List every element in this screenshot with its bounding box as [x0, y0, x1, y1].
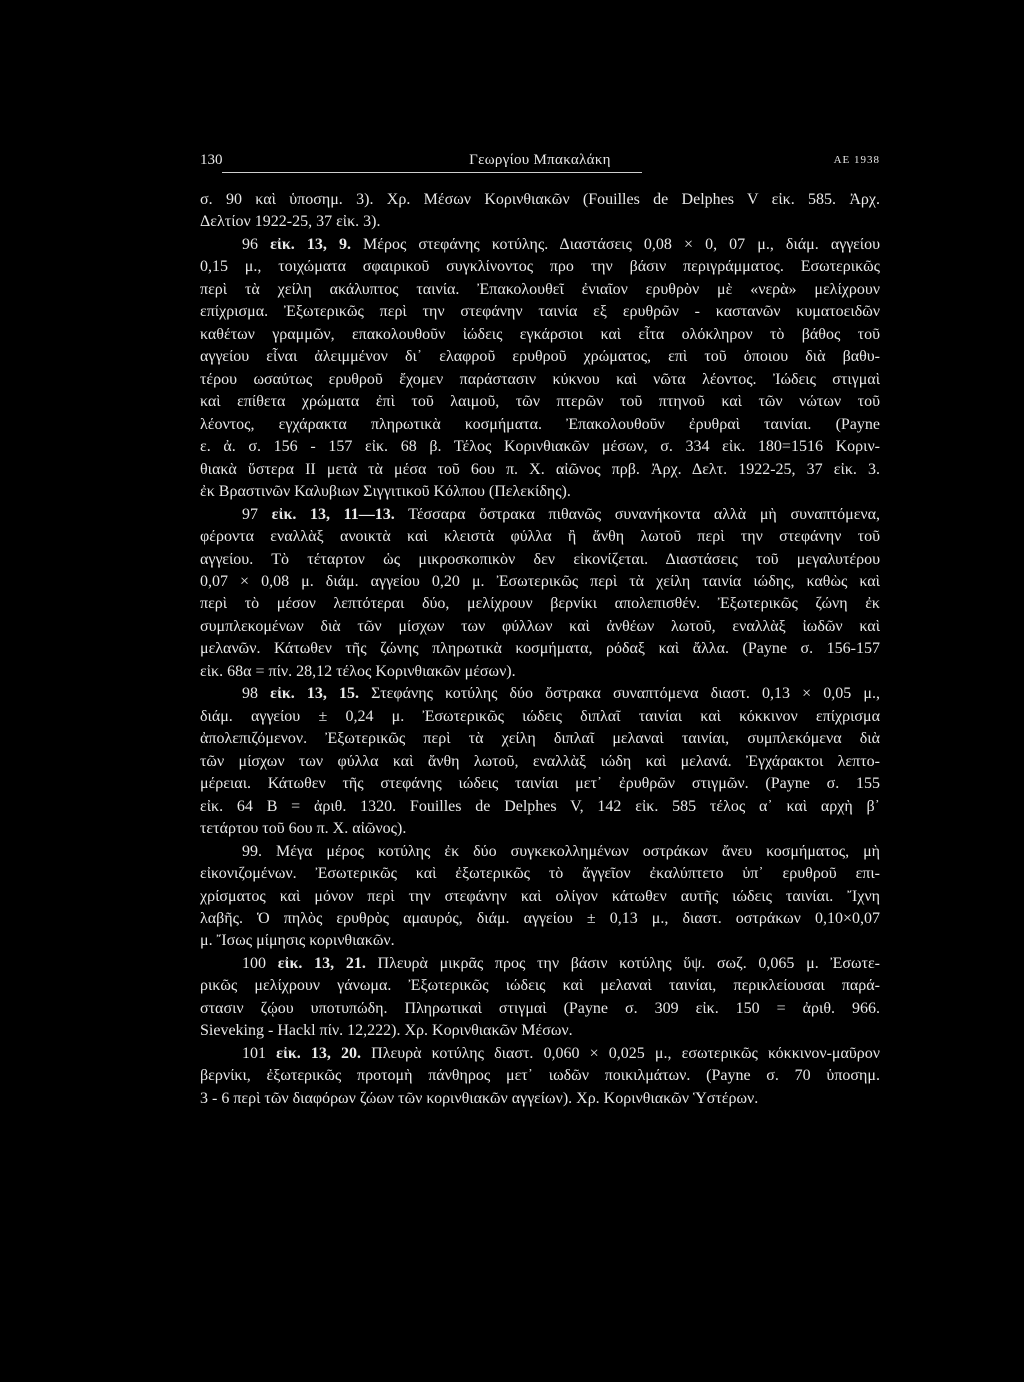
- running-header: [200, 149, 880, 171]
- line-content: [200, 663, 516, 680]
- line-text: Στεφάνης κοτύλης δύο ὄστρακα συναπτόμενα διαστ. 0,13 × 0,05 μ.,: [371, 685, 881, 703]
- text-line: [242, 1043, 880, 1065]
- catalogue-entry: [200, 1043, 880, 1110]
- line-text: τέρου ωσαύτως ερυθροῦ ἔχομεν παράστασιν κύκνου καὶ νῶτα λέοντος. Ἰώδεις στιγμαὶ: [200, 370, 880, 388]
- text-line: [200, 818, 880, 840]
- catalogue-entry: [200, 683, 880, 840]
- line-text: χρίσματος καὶ μόνον περὶ την στεφάνην καὶ ολίγον κάτωθεν αυτῆς ιώδεις ταινίαι. Ἴχνη: [200, 887, 880, 905]
- text-line: [200, 908, 880, 930]
- line-content: [242, 1045, 880, 1062]
- line-text: περὶ τὸ μέσον λεπτότεραι δύο, μελίχρουν βερνίκι απολεπισθέν. Ἐξωτερικῶς ζώνη ἐκ: [200, 595, 880, 613]
- line-content: [200, 888, 880, 905]
- catalogue-entry: [200, 953, 880, 1043]
- line-text: ε. ἀ. σ. 156 - 157 εἰκ. 68 β. Τέλος Κορινθιακῶν μέσων, σ. 334 εἰκ. 180=1516 Κοριν-: [200, 438, 880, 456]
- text-line: [200, 616, 880, 638]
- line-content: [200, 977, 880, 994]
- line-text: καὶ επίθετα χρώματα ἐπὶ τοῦ λαιμοῦ, τῶν πτερῶν τοῦ πτηνοῦ καὶ τῶν νώτων τοῦ: [200, 393, 880, 411]
- line-text: εἰκονιζομένων. Ἐσωτερικῶς καὶ ἐξωτερικῶς τὸ ἄγγεῖον ἐκαλύπτετο ὑπ᾽ ερυθροῦ επι-: [200, 865, 880, 883]
- line-text: μ. Ἴσως μίμησις κορινθιακῶν.: [200, 932, 395, 950]
- text-line: [200, 1065, 880, 1087]
- text-line: [200, 369, 880, 391]
- figure-reference: εἰκ. 13, 9.: [270, 235, 351, 253]
- catalogue-entry: [200, 504, 880, 684]
- line-text: 0,15 μ., τοιχώματα σφαιρικοῦ συγκλίνοντος προ την βάσιν περιγράμματος. Εσωτερικῶς: [200, 258, 880, 276]
- line-text: αγγείου. Τὸ τέταρτον ὡς μικροσκοπικὸν δεν εἰκονίζεται. Διαστάσεις τοῦ μεγαλυτέρου: [200, 550, 880, 568]
- text-line: [200, 706, 880, 728]
- line-text: 3 - 6 περὶ τῶν διαφόρων ζώων τῶν κορινθιακῶν αγγείων). Χρ. Κορινθιακῶν Ὑστέρων.: [200, 1089, 759, 1107]
- text-line: [200, 279, 880, 301]
- line-content: [200, 438, 880, 455]
- line-content: [200, 461, 880, 478]
- text-line: [242, 234, 880, 256]
- text-line: [200, 661, 880, 683]
- figure-reference: εἰκ. 13, 11—13.: [271, 505, 395, 523]
- continued-paragraph: [200, 189, 880, 234]
- text-line: [200, 324, 880, 346]
- line-content: [200, 416, 880, 433]
- line-text: σ. 90 καὶ ὑποσημ. 3). Χρ. Μέσων Κορινθιακῶν (Fouilles de Delphes V εἰκ. 585. Ἀρχ.: [200, 191, 880, 208]
- line-text: φέροντα εναλλὰξ ανοικτὰ καὶ κλειστὰ φύλλα ἢ ἄνθη λωτοῦ περὶ την στεφάνην τοῦ: [200, 528, 880, 546]
- line-content: [200, 573, 880, 590]
- line-content: [242, 685, 880, 702]
- line-text: Πλευρὰ κοτύλης διαστ. 0,060 × 0,025 μ., εσωτερικῶς κόκκινον-μαῦρον: [371, 1044, 880, 1062]
- text-line: [242, 953, 880, 975]
- running-title: Γεωργίου Μπακαλάκη: [469, 152, 611, 168]
- line-text: στασιν ζῴου υποτυπώδη. Πληρωτικαὶ στιγμαὶ (Payne σ. 309 εἰκ. 150 = ἀριθ. 966.: [200, 999, 880, 1017]
- line-text: εἰκ. 68α = πίν. 28,12 τέλος Κορινθιακῶν μέσων).: [200, 662, 516, 680]
- line-content: [200, 1090, 758, 1107]
- text-line: [200, 549, 880, 571]
- line-text: τετάρτου τοῦ 6ου π. Χ. αἰῶνος).: [200, 820, 407, 838]
- text-line: [200, 481, 880, 503]
- line-content: [200, 371, 880, 388]
- text-line: [200, 189, 880, 211]
- line-content: [200, 820, 406, 837]
- text-line: [200, 301, 880, 323]
- text-body: [200, 189, 880, 1110]
- text-line: [200, 751, 880, 773]
- line-text: βερνίκι, ἐξωτερικῶς προτομὴ πάνθηρος μετ᾽ ιωδῶν ποικιλμάτων. (Payne σ. 70 ὑποσημ.: [200, 1067, 880, 1085]
- line-text: Μέρος στεφάνης κοτύλης. Διαστάσεις 0,08 × 0, 07 μ., διάμ. αγγείου: [363, 235, 881, 253]
- line-text: Μέγα μέρος κοτύλης ἐκ δύο συγκεκολλημένων οστράκων ἄνευ κοσμήματος, μὴ: [276, 842, 881, 860]
- line-content: [200, 213, 380, 230]
- line-content: [242, 843, 880, 860]
- line-text: θιακὰ ὕστερα II μετὰ τὰ μέσα τοῦ 6ου π. Χ. αἰῶνος πρβ. Ἀρχ. Δελτ. 1922-25, 37 εἰκ. 3.: [200, 460, 880, 478]
- line-text: λέοντος, εγχάρακτα πληρωτικὰ κοσμήματα. Ἐπακολουθοῦν ἐρυθραὶ ταινίαι. (Payne: [200, 415, 880, 433]
- line-content: [200, 595, 880, 612]
- entry-number: 96: [242, 235, 258, 253]
- line-content: [200, 528, 880, 545]
- line-text: τῶν μίσχων των φύλλα καὶ ἄνθη λωτοῦ, εναλλὰξ ιώδη καὶ μελανά. Ἐγχάρακτοι λεπτο-: [200, 752, 880, 770]
- text-line: [200, 414, 880, 436]
- line-content: [200, 1000, 880, 1017]
- line-content: [242, 955, 880, 972]
- line-text: επίχρισμα. Ἐξωτερικῶς περὶ την στεφάνην ταινία εξ ερυθρῶν - καστανῶν κυματοειδῶν: [200, 303, 880, 321]
- text-line: [200, 863, 880, 885]
- text-line: [242, 841, 880, 863]
- line-content: [200, 258, 880, 275]
- text-line: [200, 571, 880, 593]
- line-content: [200, 393, 880, 410]
- text-line: [200, 773, 880, 795]
- line-content: [200, 932, 395, 949]
- entry-number: 99.: [242, 842, 262, 860]
- line-text: Δελτίον 1922-25, 37 εἰκ. 3).: [200, 213, 381, 231]
- text-line: [200, 436, 880, 458]
- page-number: 130: [200, 152, 223, 168]
- text-line: [200, 346, 880, 368]
- line-text: διάμ. αγγείου ± 0,24 μ. Ἐσωτερικῶς ιώδεις διπλαῖ ταινίαι καὶ κόκκινον επίχρισμα: [200, 707, 880, 725]
- text-line: [200, 728, 880, 750]
- line-content: [242, 506, 880, 523]
- text-line: [200, 391, 880, 413]
- entry-number: 100: [242, 954, 266, 972]
- line-text: συμπλεκομένων διὰ τῶν μίσχων των φύλλων καὶ ἀνθέων λωτοῦ, εναλλὰξ ἰωδῶν καὶ: [200, 617, 880, 635]
- catalogue-entry: [200, 234, 880, 504]
- line-content: [200, 191, 880, 208]
- line-content: [242, 236, 880, 253]
- line-content: [200, 551, 880, 568]
- line-text: εἰκ. 64 Β = ἀριθ. 1320. Fouilles de Delphes V, 142 εἰκ. 585 τέλος α᾽ καὶ αρχὴ β᾽: [200, 797, 880, 815]
- line-content: [200, 910, 880, 927]
- line-text: ἐκ Βραστινῶν Καλυβιων Σιγγιτικοῦ Κόλπου (Πελεκίδης).: [200, 483, 571, 501]
- text-line: [242, 683, 880, 705]
- text-line: [200, 1088, 880, 1110]
- line-content: [200, 753, 880, 770]
- line-text: 0,07 × 0,08 μ. διάμ. αγγείου 0,20 μ. Ἐσωτερικῶς περὶ τὰ χείλη ταινία ιώδης, καθὼς καὶ: [200, 572, 880, 590]
- line-text: ρικῶς μελίχρουν γάνωμα. Ἐξωτερικῶς ιώδεις καὶ μελαναὶ ταινίαι, περικλείουσαι παρά-: [200, 977, 880, 995]
- text-line: [242, 504, 880, 526]
- line-text: περὶ τὰ χείλη ακάλυπτος ταινία. Ἐπακολουθεῖ ἐνιαῖον ερυθρὸν μὲ «νερὰ» μελίχρουν: [200, 280, 880, 298]
- line-content: [200, 730, 880, 747]
- figure-reference: εἰκ. 13, 20.: [276, 1044, 362, 1062]
- line-content: [200, 1067, 880, 1084]
- line-content: [200, 348, 880, 365]
- text-line: [200, 998, 880, 1020]
- line-content: [200, 708, 880, 725]
- text-line: [200, 526, 880, 548]
- entry-number: 101: [242, 1044, 266, 1062]
- text-line: [200, 796, 880, 818]
- line-text: μελανῶν. Κάτωθεν τῆς ζώνης πληρωτικὰ κοσμήματα, ρόδαξ καὶ ἄλλα. (Payne σ. 156-157: [200, 640, 880, 658]
- text-line: [200, 930, 880, 952]
- text-line: [200, 975, 880, 997]
- line-text: μέρειαι. Κάτωθεν τῆς στεφάνης ιώδεις ταινίαι μετ᾽ ἐρυθρῶν στιγμῶν. (Payne σ. 155: [200, 775, 880, 793]
- journal-reference: ΑΕ 1938: [833, 154, 880, 166]
- document-page: [200, 0, 880, 1382]
- line-content: [200, 775, 880, 792]
- line-text: καθέτων γραμμῶν, επακολουθοῦν ἰώδεις εγκάρσιοι καὶ εἶτα ολόκληρον τὸ βάθος τοῦ: [200, 325, 880, 343]
- text-line: [200, 211, 880, 233]
- figure-reference: εἰκ. 13, 21.: [277, 954, 366, 972]
- text-line: [200, 1020, 880, 1042]
- entry-number: 97: [242, 505, 258, 523]
- line-text: Sieveking - Hackl πίν. 12,222). Χρ. Κορινθιακῶν Μέσων.: [200, 1022, 573, 1040]
- catalogue-entry: [200, 841, 880, 953]
- line-text: Πλευρὰ μικρᾶς προς την βάσιν κοτύλης ὕψ. σωζ. 0,065 μ. Ἐσωτε-: [377, 954, 881, 972]
- line-content: [200, 798, 880, 815]
- line-text: ἀπολεπιζόμενον. Ἐξωτερικῶς περὶ τὰ χείλη διπλαῖ μελαναὶ ταινίαι, συμπλεκόμενα διὰ: [200, 730, 880, 748]
- header-rule: [222, 172, 642, 173]
- line-content: [200, 640, 880, 657]
- text-line: [200, 593, 880, 615]
- line-content: [200, 1022, 573, 1039]
- line-content: [200, 483, 571, 500]
- entry-number: 98: [242, 685, 258, 703]
- line-content: [200, 618, 880, 635]
- text-line: [200, 886, 880, 908]
- line-content: [200, 281, 880, 298]
- line-content: [200, 865, 880, 882]
- line-content: [200, 326, 880, 343]
- line-text: λαβῆς. Ὁ πηλὸς ερυθρὸς αμαυρός, διάμ. αγγείου ± 0,13 μ., διαστ. οστράκων 0,10×0,07: [200, 910, 880, 927]
- figure-reference: εἰκ. 13, 15.: [270, 685, 360, 703]
- line-content: [200, 303, 880, 320]
- text-line: [200, 638, 880, 660]
- text-line: [200, 459, 880, 481]
- line-text: Τέσσαρα ὄστρακα πιθανῶς συνανήκοντα αλλὰ μὴ συναπτόμενα,: [408, 505, 881, 523]
- text-line: [200, 256, 880, 278]
- line-text: αγγείου εἶναι ἀλειμμένον δι᾽ ελαφροῦ ερυθροῦ χρώματος, επὶ τοῦ ὁποιου διὰ βαθυ-: [200, 348, 880, 366]
